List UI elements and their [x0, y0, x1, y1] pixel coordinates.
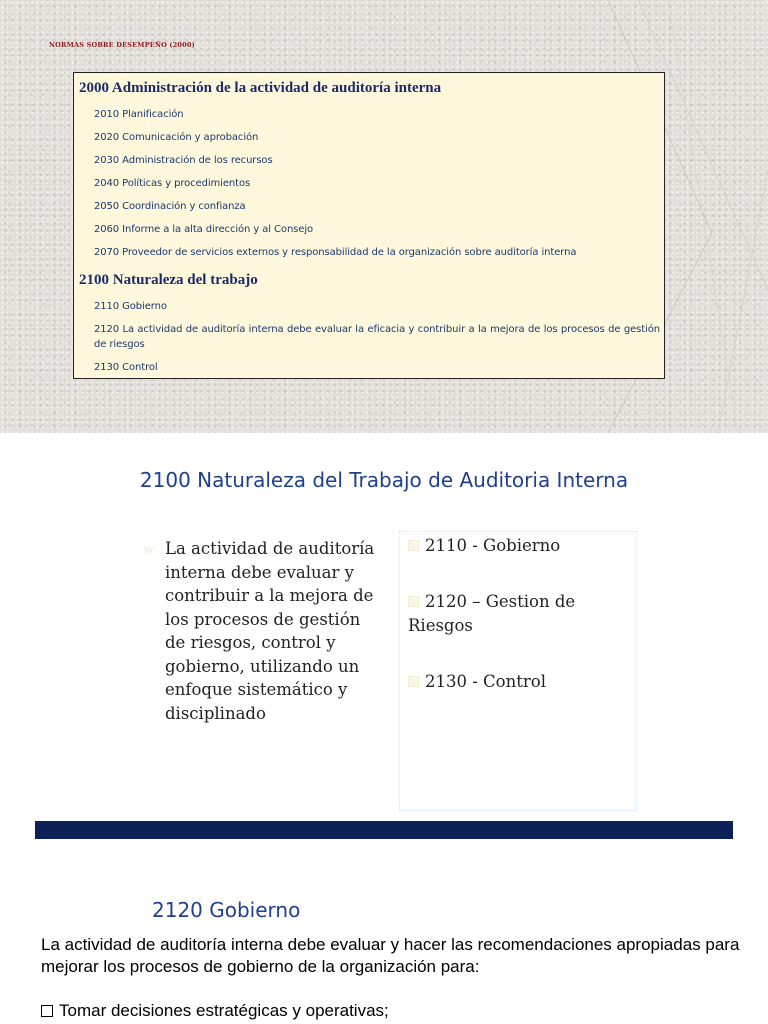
list-item	[41, 1001, 389, 1021]
checkbox-icon	[408, 676, 419, 687]
slide-header: NORMAS SOBRE DESEMPEÑO (2000)	[49, 41, 195, 49]
checkbox-icon	[41, 1005, 53, 1017]
list-item-label: 2110 - Gobierno	[425, 536, 561, 555]
list-item	[408, 590, 633, 638]
list-item	[408, 534, 633, 558]
list-item: 2040 Políticas y procedimientos	[94, 178, 251, 189]
section-title-2100: 2100 Naturaleza del trabajo	[79, 272, 258, 288]
standards-panel	[399, 531, 637, 811]
list-item-label: 2120 – Gestion de Riesgos	[408, 592, 576, 635]
list-item: 2020 Comunicación y aprobación	[94, 132, 259, 143]
slide-title: 2100 Naturaleza del Trabajo de Auditoria Interna	[139, 468, 629, 492]
list-item: 2110 Gobierno	[94, 301, 167, 312]
list-item: 2120 La actividad de auditoría interna debe evaluar la eficacia y contribuir a la mejora de los procesos de gestión de riesgos	[94, 324, 660, 350]
section-title-2000: 2000 Administración de la actividad de auditoría interna	[79, 80, 442, 96]
checkbox-icon	[408, 596, 419, 607]
list-item: 2070 Proveedor de servicios externos y responsabilidad de la organización sobre auditoría interna	[94, 247, 577, 258]
slide-gobierno	[0, 845, 768, 1024]
description-paragraph: La actividad de auditoría interna debe evaluar y contribuir a la mejora de los procesos de gestión de riesgos, control y gobierno, utilizando un enfoque sistemático y disciplinado	[165, 539, 375, 723]
slide-naturaleza-trabajo	[0, 433, 768, 845]
footer-bar	[35, 821, 733, 839]
bullet-marker: w	[144, 543, 154, 556]
list-item: 2130 Control	[94, 362, 158, 373]
list-item: 2060 Informe a la alta dirección y al Consejo	[94, 224, 314, 235]
list-item: 2010 Planificación	[94, 109, 184, 120]
list-item-label: 2130 - Control	[425, 672, 546, 691]
intro-text: La actividad de auditoría interna debe evaluar y hacer las recomendaciones apropiadas para mejorar los procesos de gobierno de la organización para:	[41, 935, 740, 976]
list-item	[408, 670, 633, 694]
list-item: 2030 Administración de los recursos	[94, 155, 273, 166]
slide-normas-desempeno	[0, 0, 768, 433]
list-item-label: Tomar decisiones estratégicas y operativas;	[59, 1001, 389, 1020]
standards-list-box	[73, 72, 665, 379]
slide-title: 2120 Gobierno	[152, 898, 301, 922]
list-item: 2050 Coordinación y confianza	[94, 201, 246, 212]
checkbox-icon	[408, 540, 419, 551]
